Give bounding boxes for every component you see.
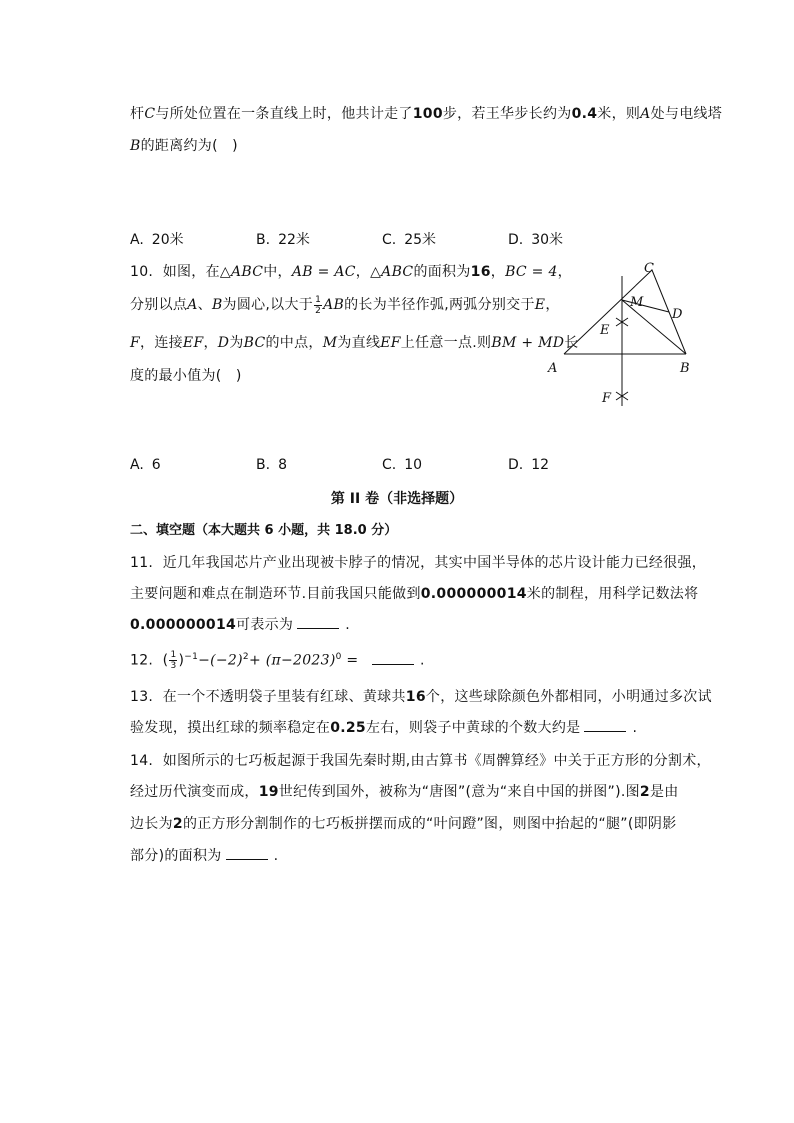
q9-line-2 <box>130 135 238 155</box>
q10-text: 为直线 <box>337 335 381 351</box>
question-number: 14. <box>130 753 154 769</box>
condition-bc: BC = 4 <box>505 264 558 280</box>
figure-number: 2 <box>639 784 650 800</box>
option-label: D. <box>508 457 524 473</box>
expression-bm-md: BM + MD <box>491 335 565 351</box>
q9-text: 步，若王华步长约为 <box>442 106 572 122</box>
fraction-numerator: 1 <box>170 650 177 660</box>
option-label: B. <box>256 232 271 248</box>
q9-option-c[interactable] <box>382 229 436 249</box>
q10-text: 长 <box>564 335 579 351</box>
point-a: A <box>640 106 651 122</box>
q12-line: 12. ( $\frac{1}{3}$ )$^{-1}-(-2)^2+ (\pi-2023)^0$ = . <box>130 650 425 671</box>
q11-text: . <box>345 617 350 633</box>
q10-text: ， <box>203 335 218 351</box>
q11-line-3 <box>130 614 350 634</box>
fraction-numerator: 1 <box>315 294 322 305</box>
q9-stride: 0.4 <box>571 106 598 122</box>
option-value: 25米 <box>404 232 437 248</box>
segment-bc: BC <box>243 335 266 351</box>
label-e: E <box>600 323 610 338</box>
q11-line-2 <box>130 583 698 603</box>
q10-text: 如图，在 <box>162 264 220 280</box>
fraction-third <box>169 650 177 671</box>
label-a: A <box>548 361 558 376</box>
question-number: 13. <box>130 689 154 705</box>
value-small-number: 0.000000014 <box>130 617 237 633</box>
q14-text: . <box>273 848 279 864</box>
q10-text: ，连接 <box>140 335 183 351</box>
segment-ac-line <box>564 270 652 354</box>
point-a: A <box>187 297 198 313</box>
q10-text: ， <box>545 297 560 313</box>
q10-text: 的中点， <box>265 335 323 351</box>
segment-ab: AB <box>323 297 345 313</box>
area-value: 16 <box>470 264 491 280</box>
condition-ab-ac: AB = AC <box>291 264 356 280</box>
option-value: 20米 <box>151 232 184 248</box>
q14-text: 的正方形分割制作的七巧板拼摆而成的“叶问蹬”图，则图中抬起的“腿”(即阴影 <box>182 816 677 832</box>
part-two-title: 第 II 卷（非选择题） <box>330 491 464 507</box>
answer-blank[interactable] <box>226 847 268 860</box>
q14-text: 是由 <box>649 784 679 800</box>
q9-option-d[interactable] <box>508 229 563 249</box>
q11-text: 米的制程，用科学记数法将 <box>526 586 699 602</box>
value-small-number: 0.000000014 <box>420 586 527 602</box>
q10-option-b[interactable] <box>256 457 287 473</box>
point-d: D <box>217 335 230 351</box>
q10-text: ， <box>557 264 572 280</box>
q13-line-1 <box>130 686 712 706</box>
q9-option-a[interactable] <box>130 229 184 249</box>
option-value: 6 <box>151 457 161 473</box>
option-label: D. <box>508 232 524 248</box>
q10-line-2 <box>130 294 560 316</box>
q10-text: 的面积为 <box>413 264 471 280</box>
q14-text: 经过历代演变而成， <box>130 784 259 800</box>
math-term: + (π−2023) <box>248 652 336 669</box>
q13-text: 在一个不透明袋子里装有红球、黄球共 <box>162 689 406 705</box>
exponent: 2 <box>242 651 249 662</box>
q9-text: 米，则 <box>597 106 641 122</box>
q9-option-b[interactable] <box>256 229 310 249</box>
q11-line-1 <box>130 552 706 572</box>
q11-text: 近几年我国芯片产业出现被卡脖子的情况，其实中国半导体的芯片设计能力已经很强， <box>162 555 707 571</box>
side-length: 2 <box>172 816 183 832</box>
point-m: M <box>322 335 338 351</box>
segment-ef: EF <box>182 335 204 351</box>
option-value: 22米 <box>278 232 310 248</box>
q10-option-a[interactable] <box>130 457 161 473</box>
q10-text: ， <box>490 264 506 280</box>
frequency-value: 0.25 <box>330 720 366 736</box>
point-c: C <box>144 106 156 122</box>
q14-text: 部分)的面积为 <box>130 848 222 864</box>
label-m: M <box>630 295 644 310</box>
answer-blank[interactable] <box>372 652 414 665</box>
q13-line-2 <box>130 717 637 737</box>
q9-text: 与所处位置在一条直线上时，他共计走了 <box>155 106 413 122</box>
q10-option-c[interactable] <box>382 457 422 473</box>
label-f: F <box>602 391 612 406</box>
q10-text: 的长为半径作弧,两弧分别交于 <box>344 297 535 313</box>
option-label: C. <box>382 232 397 248</box>
option-label: B. <box>256 457 271 473</box>
fraction-denominator: 2 <box>315 305 322 316</box>
question-number: 12. <box>130 652 154 669</box>
q10-text: 上任意一点.则 <box>400 335 492 351</box>
q14-line-1 <box>130 750 711 770</box>
q10-line-3 <box>130 332 579 352</box>
option-value: 10 <box>404 457 423 473</box>
q10-line-4 <box>130 365 242 385</box>
q9-text: 的距离约为( ) <box>140 138 238 154</box>
q9-text: 杆 <box>130 106 145 122</box>
answer-blank[interactable] <box>584 719 626 732</box>
q10-text: 度的最小值为( ) <box>130 368 242 384</box>
q14-text: 世纪传到国外，被称为“唐图”(意为“来自中国的拼图”).图 <box>278 784 640 800</box>
q10-text: 、 <box>197 297 212 313</box>
q13-text: . <box>632 720 638 736</box>
label-c: C <box>644 261 654 276</box>
q9-line-1 <box>130 103 722 123</box>
q12-text: . <box>419 652 425 669</box>
point-b: B <box>211 297 223 313</box>
triangle-figure <box>540 258 700 408</box>
q13-text: 验发现，摸出红球的频率稳定在 <box>130 720 331 736</box>
q14-line-4 <box>130 845 278 865</box>
q14-text: 边长为 <box>130 816 173 832</box>
section-heading: 二、填空题（本大题共 6 小题，共 18.0 分） <box>130 523 398 538</box>
q13-text: 个，这些球除颜色外都相同，小明通过多次试 <box>425 689 712 705</box>
exponent: 0 <box>335 651 342 662</box>
question-number: 11. <box>130 555 154 571</box>
q11-text: 主要问题和难点在制造环节.目前我国只能做到 <box>130 586 421 602</box>
option-label: C. <box>382 457 397 473</box>
q10-line-1 <box>130 261 572 281</box>
fraction-half <box>314 295 322 316</box>
triangle-abc: △ABC <box>370 264 414 280</box>
point-f: F <box>130 335 141 351</box>
q10-option-d[interactable] <box>508 457 549 473</box>
q10-text: ， <box>355 264 371 280</box>
option-label: A. <box>130 232 144 248</box>
q13-text: 左右，则袋子中黄球的个数大约是 <box>365 720 581 736</box>
q9-steps: 100 <box>412 106 443 122</box>
equals-sign: = <box>346 652 359 669</box>
q10-text: 为圆心,以大于 <box>222 297 314 313</box>
point-b: B <box>130 138 141 154</box>
segment-ef: EF <box>380 335 401 351</box>
label-d: D <box>672 307 683 322</box>
q14-line-2 <box>130 781 679 801</box>
option-value: 30米 <box>531 232 564 248</box>
q10-text: 分别以点 <box>130 297 188 313</box>
q10-text: 中， <box>263 264 292 280</box>
q9-text: 处与电线塔 <box>650 106 723 122</box>
label-b: B <box>680 361 690 376</box>
math-term: −(−2) <box>198 652 243 669</box>
option-value: 12 <box>531 457 550 473</box>
q14-line-3 <box>130 813 677 833</box>
option-value: 8 <box>278 457 287 473</box>
century-value: 19 <box>258 784 279 800</box>
q10-text: 为 <box>229 335 244 351</box>
answer-blank[interactable] <box>297 616 339 629</box>
fraction-denominator: 3 <box>170 661 177 671</box>
ball-count: 16 <box>405 689 426 705</box>
triangle-abc: △ABC <box>219 264 264 280</box>
option-label: A. <box>130 457 144 473</box>
exponent: −1 <box>184 651 199 662</box>
point-e: E <box>534 297 546 313</box>
q11-text: 可表示为 <box>236 617 294 633</box>
question-number: 10. <box>130 264 154 280</box>
q14-text: 如图所示的七巧板起源于我国先秦时期,由古算书《周髀算经》中关于正方形的分割术， <box>162 753 711 769</box>
